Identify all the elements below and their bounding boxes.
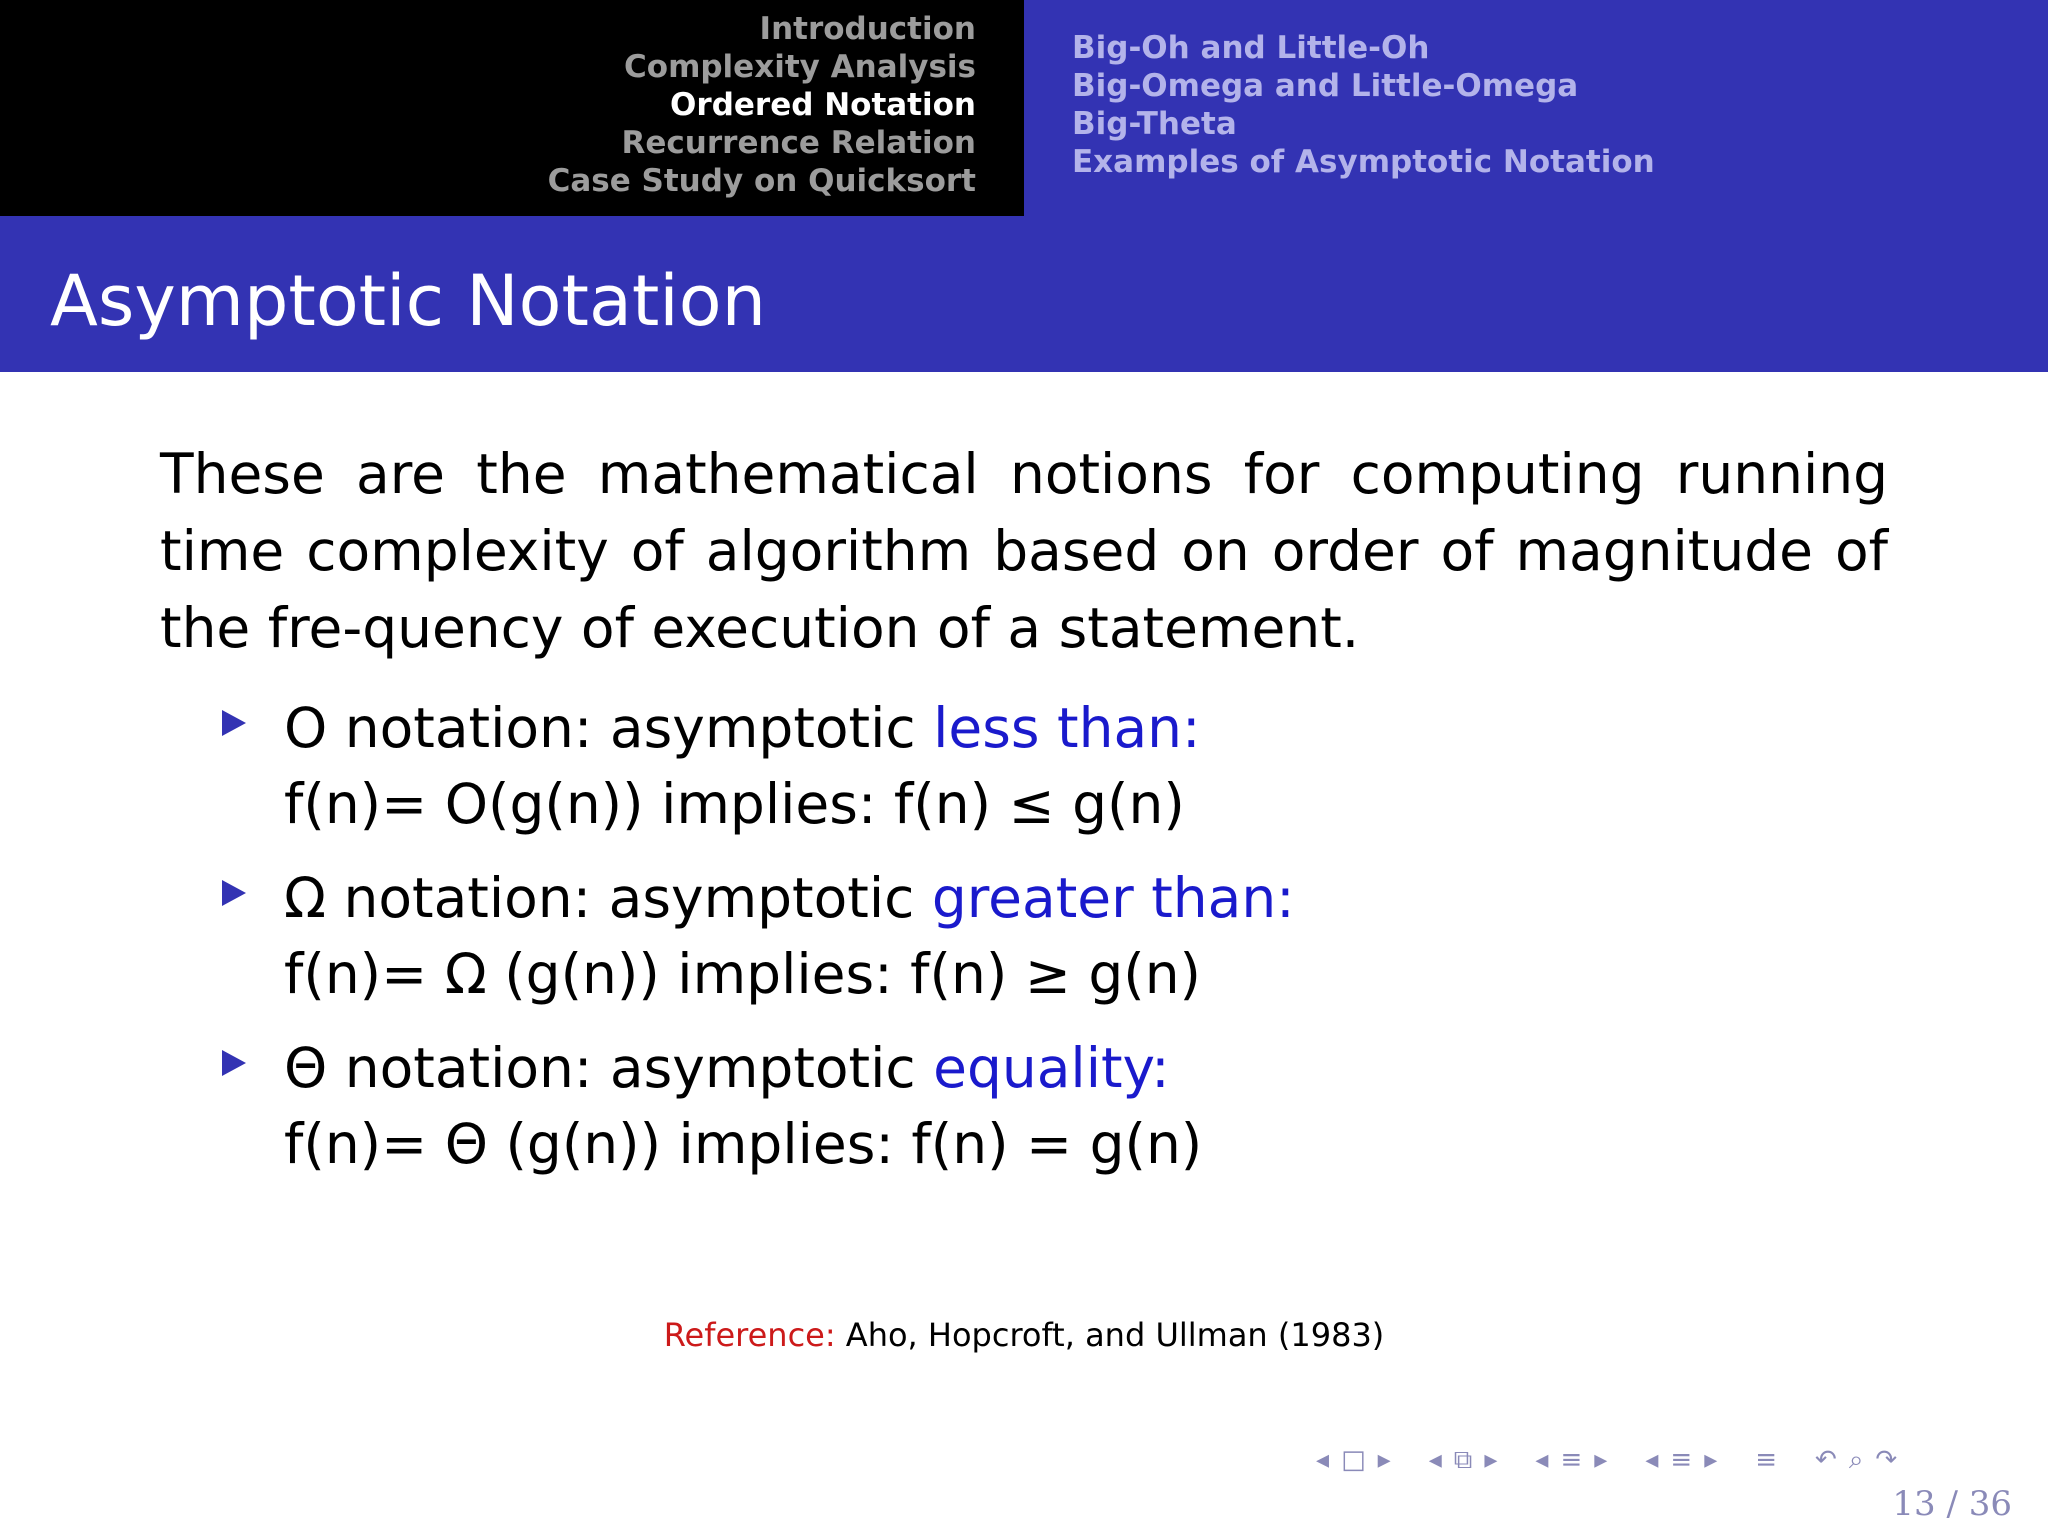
prev-section-icon[interactable]: ◂: [1535, 1445, 1549, 1475]
bullet-triangle-icon: [222, 1050, 246, 1076]
next-section-icon[interactable]: ▸: [1594, 1445, 1608, 1475]
list-item-big-o: [220, 690, 1820, 842]
reference-text: Aho, Hopcroft, and Ullman (1983): [845, 1316, 1385, 1354]
next-frame-icon[interactable]: ▸: [1377, 1445, 1391, 1475]
subsection-list: [1072, 29, 1655, 181]
frame-title-bar: [0, 216, 2048, 372]
back-icon[interactable]: ↶: [1815, 1445, 1837, 1475]
section-link-introduction[interactable]: Introduction: [759, 11, 976, 47]
subsection-link-examples[interactable]: Examples of Asymptotic Notation: [1072, 144, 1655, 180]
list-item-big-theta: [220, 1030, 1820, 1182]
notation-list: [220, 690, 1820, 1200]
next-doc-icon[interactable]: ▸: [1704, 1445, 1718, 1475]
prev-subsection-icon[interactable]: ◂: [1428, 1445, 1442, 1475]
section-icon[interactable]: ≡: [1560, 1445, 1583, 1475]
search-icon[interactable]: ⌕: [1848, 1444, 1864, 1475]
forward-icon[interactable]: ↷: [1875, 1445, 1898, 1475]
section-link-complexity-analysis[interactable]: Complexity Analysis: [624, 49, 976, 85]
bullet-triangle-icon: [222, 880, 246, 906]
subsection-link-big-omega[interactable]: Big-Omega and Little-Omega: [1072, 68, 1579, 104]
bullet-heading: [284, 860, 1820, 936]
doc-icon[interactable]: ≡: [1670, 1445, 1693, 1475]
align-icon[interactable]: ≡: [1755, 1445, 1778, 1475]
bullet-highlight: greater than:: [931, 866, 1295, 930]
subsection-navigation-panel: [1024, 0, 2048, 216]
frame-title: Asymptotic Notation: [50, 260, 766, 342]
section-link-ordered-notation[interactable]: Ordered Notation: [670, 87, 976, 123]
section-link-case-study-quicksort[interactable]: Case Study on Quicksort: [547, 163, 976, 199]
reference-label: Reference:: [663, 1316, 836, 1354]
reference-note: [0, 1316, 2048, 1354]
section-link-recurrence-relation[interactable]: Recurrence Relation: [621, 125, 976, 161]
prev-frame-icon[interactable]: ◂: [1316, 1445, 1330, 1475]
bullet-heading: [284, 1030, 1820, 1106]
bullet-formula: f(n)= O(g(n)) implies: f(n) ≤ g(n): [284, 772, 1185, 836]
bullet-highlight: equality:: [933, 1036, 1170, 1100]
next-subsection-icon[interactable]: ▸: [1484, 1445, 1498, 1475]
subsection-icon[interactable]: ⧉: [1453, 1444, 1473, 1475]
bullet-lead: O notation: asymptotic: [284, 696, 934, 760]
page-counter: 13 / 36: [1892, 1484, 2012, 1524]
bullet-heading: [284, 690, 1820, 766]
frame-icon[interactable]: □: [1341, 1445, 1366, 1475]
bullet-lead: Ω notation: asymptotic: [284, 866, 932, 930]
bullet-formula: f(n)= Ω (g(n)) implies: f(n) ≥ g(n): [284, 942, 1202, 1006]
bullet-triangle-icon: [222, 710, 246, 736]
section-navigation-panel: [0, 0, 1024, 216]
bullet-lead: Θ notation: asymptotic: [284, 1036, 934, 1100]
prev-doc-icon[interactable]: ◂: [1645, 1445, 1659, 1475]
bullet-highlight: less than:: [933, 696, 1201, 760]
intro-paragraph: These are the mathematical notions for computing running time complexity of algorithm based on order of magnitude of the fre-quency of execution of a statement.: [160, 442, 1888, 660]
subsection-link-big-theta[interactable]: Big-Theta: [1072, 106, 1237, 142]
beamer-navigation-bar: [1310, 1440, 1929, 1480]
bullet-formula: f(n)= Θ (g(n)) implies: f(n) = g(n): [284, 1112, 1203, 1176]
subsection-link-big-oh[interactable]: Big-Oh and Little-Oh: [1072, 30, 1430, 66]
list-item-big-omega: [220, 860, 1820, 1012]
section-list: [548, 10, 976, 200]
